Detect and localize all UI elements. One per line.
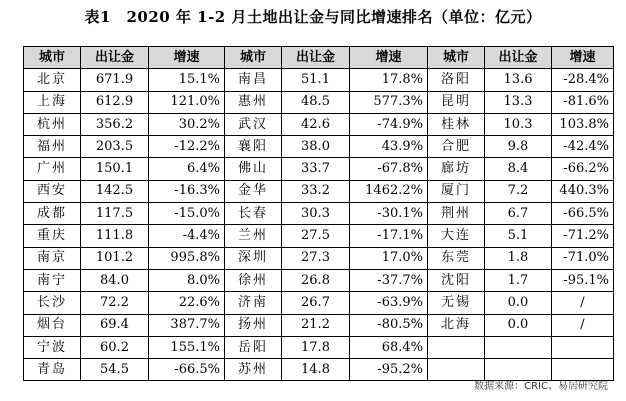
revenue-cell: 42.6 xyxy=(282,113,350,135)
revenue-cell: 26.8 xyxy=(282,269,350,291)
land-revenue-table xyxy=(23,46,614,381)
city-cell: 无锡 xyxy=(428,292,485,314)
revenue-cell: 0.0 xyxy=(485,314,552,336)
city-cell: 广州 xyxy=(24,158,81,180)
city-cell: 厦门 xyxy=(428,180,485,202)
city-cell: 廊坊 xyxy=(428,158,485,180)
city-cell: 烟台 xyxy=(24,314,81,336)
city-cell: 桂林 xyxy=(428,113,485,135)
growth-cell: -16.3% xyxy=(149,180,225,202)
city-cell: 南京 xyxy=(24,247,81,269)
city-cell: 东莞 xyxy=(428,247,485,269)
city-cell: 昆明 xyxy=(428,91,485,113)
revenue-cell: 101.2 xyxy=(81,247,149,269)
growth-cell: -66.2% xyxy=(552,158,614,180)
revenue-cell: 26.7 xyxy=(282,292,350,314)
data-source-note: 数据来源：CRIC、易居研究院 xyxy=(474,381,608,392)
table-body xyxy=(24,69,614,381)
city-cell: 成都 xyxy=(24,203,81,225)
revenue-cell: 27.3 xyxy=(282,247,350,269)
table-row xyxy=(24,69,614,91)
revenue-cell: 203.5 xyxy=(81,136,149,158)
growth-cell: -80.5% xyxy=(350,314,428,336)
growth-cell: 6.4% xyxy=(149,158,225,180)
city-cell: 合肥 xyxy=(428,136,485,158)
revenue-cell: 671.9 xyxy=(81,69,149,91)
revenue-cell: 17.8 xyxy=(282,336,350,358)
growth-cell: 387.7% xyxy=(149,314,225,336)
revenue-cell: 69.4 xyxy=(81,314,149,336)
growth-cell: -67.8% xyxy=(350,158,428,180)
revenue-cell: 9.8 xyxy=(485,136,552,158)
header-revenue-3: 出让金 xyxy=(485,47,552,69)
city-cell: 沈阳 xyxy=(428,269,485,291)
city-cell: 岳阳 xyxy=(225,336,282,358)
growth-cell: -71.0% xyxy=(552,247,614,269)
growth-cell: 17.8% xyxy=(350,69,428,91)
city-cell: 青岛 xyxy=(24,359,81,381)
growth-cell: / xyxy=(552,314,614,336)
growth-cell: / xyxy=(552,292,614,314)
revenue-cell: 7.2 xyxy=(485,180,552,202)
revenue-cell: 612.9 xyxy=(81,91,149,113)
city-cell: 南宁 xyxy=(24,269,81,291)
growth-cell: 68.4% xyxy=(350,336,428,358)
city-cell: 襄阳 xyxy=(225,136,282,158)
header-row xyxy=(24,47,614,69)
growth-cell: -66.5% xyxy=(149,359,225,381)
revenue-cell: 27.5 xyxy=(282,225,350,247)
header-city-1: 城市 xyxy=(24,47,81,69)
table-title: 表1 2020 年 1-2 月土地出让金与同比增速排名（单位：亿元） xyxy=(84,8,542,26)
growth-cell: -42.4% xyxy=(552,136,614,158)
growth-cell: -95.1% xyxy=(552,269,614,291)
table-row xyxy=(24,314,614,336)
city-cell: 北京 xyxy=(24,69,81,91)
growth-cell: -95.2% xyxy=(350,359,428,381)
growth-cell: 43.9% xyxy=(350,136,428,158)
city-cell: 惠州 xyxy=(225,91,282,113)
city-cell: 重庆 xyxy=(24,225,81,247)
growth-cell: 440.3% xyxy=(552,180,614,202)
city-cell: 金华 xyxy=(225,180,282,202)
table-row xyxy=(24,113,614,135)
table-row xyxy=(24,180,614,202)
revenue-cell xyxy=(485,336,552,358)
revenue-cell: 8.4 xyxy=(485,158,552,180)
header-city-3: 城市 xyxy=(428,47,485,69)
growth-cell: 22.6% xyxy=(149,292,225,314)
header-revenue-2: 出让金 xyxy=(282,47,350,69)
city-cell: 杭州 xyxy=(24,113,81,135)
growth-cell: -66.5% xyxy=(552,203,614,225)
growth-cell: 8.0% xyxy=(149,269,225,291)
city-cell: 大连 xyxy=(428,225,485,247)
growth-cell: -4.4% xyxy=(149,225,225,247)
table-row xyxy=(24,336,614,358)
growth-cell: 121.0% xyxy=(149,91,225,113)
table-row xyxy=(24,225,614,247)
revenue-cell: 54.5 xyxy=(81,359,149,381)
city-cell: 福州 xyxy=(24,136,81,158)
city-cell: 兰州 xyxy=(225,225,282,247)
city-cell: 佛山 xyxy=(225,158,282,180)
growth-cell: -71.2% xyxy=(552,225,614,247)
city-cell: 洛阳 xyxy=(428,69,485,91)
revenue-cell: 84.0 xyxy=(81,269,149,291)
table-row xyxy=(24,136,614,158)
revenue-cell: 51.1 xyxy=(282,69,350,91)
header-revenue-1: 出让金 xyxy=(81,47,149,69)
revenue-cell: 6.7 xyxy=(485,203,552,225)
growth-cell: 155.1% xyxy=(149,336,225,358)
city-cell: 苏州 xyxy=(225,359,282,381)
revenue-cell: 13.6 xyxy=(485,69,552,91)
city-cell: 西安 xyxy=(24,180,81,202)
revenue-cell: 150.1 xyxy=(81,158,149,180)
revenue-cell: 111.8 xyxy=(81,225,149,247)
growth-cell: -63.9% xyxy=(350,292,428,314)
growth-cell: 995.8% xyxy=(149,247,225,269)
revenue-cell: 13.3 xyxy=(485,91,552,113)
city-cell: 长春 xyxy=(225,203,282,225)
table-row xyxy=(24,292,614,314)
growth-cell: 103.8% xyxy=(552,113,614,135)
growth-cell: -28.4% xyxy=(552,69,614,91)
revenue-cell: 5.1 xyxy=(485,225,552,247)
header-growth-1: 增速 xyxy=(149,47,225,69)
growth-cell: -12.2% xyxy=(149,136,225,158)
city-cell: 扬州 xyxy=(225,314,282,336)
revenue-cell: 10.3 xyxy=(485,113,552,135)
revenue-cell: 38.0 xyxy=(282,136,350,158)
revenue-cell: 356.2 xyxy=(81,113,149,135)
revenue-cell: 33.2 xyxy=(282,180,350,202)
city-cell: 深圳 xyxy=(225,247,282,269)
header-growth-3: 增速 xyxy=(552,47,614,69)
revenue-cell: 0.0 xyxy=(485,292,552,314)
city-cell: 宁波 xyxy=(24,336,81,358)
table-row xyxy=(24,203,614,225)
header-city-2: 城市 xyxy=(225,47,282,69)
growth-cell: 1462.2% xyxy=(350,180,428,202)
city-cell: 长沙 xyxy=(24,292,81,314)
growth-cell: -81.6% xyxy=(552,91,614,113)
city-cell: 济南 xyxy=(225,292,282,314)
table-row xyxy=(24,247,614,269)
growth-cell xyxy=(552,336,614,358)
city-cell: 荆州 xyxy=(428,203,485,225)
header-growth-2: 增速 xyxy=(350,47,428,69)
growth-cell: 15.1% xyxy=(149,69,225,91)
city-cell: 北海 xyxy=(428,314,485,336)
city-cell xyxy=(428,336,485,358)
revenue-cell: 33.7 xyxy=(282,158,350,180)
growth-cell: 577.3% xyxy=(350,91,428,113)
growth-cell: -15.0% xyxy=(149,203,225,225)
growth-cell: 30.2% xyxy=(149,113,225,135)
growth-cell: -30.1% xyxy=(350,203,428,225)
growth-cell: -74.9% xyxy=(350,113,428,135)
growth-cell: -17.1% xyxy=(350,225,428,247)
revenue-cell: 117.5 xyxy=(81,203,149,225)
revenue-cell: 30.3 xyxy=(282,203,350,225)
table-row xyxy=(24,269,614,291)
revenue-cell: 72.2 xyxy=(81,292,149,314)
city-cell: 上海 xyxy=(24,91,81,113)
revenue-cell: 142.5 xyxy=(81,180,149,202)
city-cell: 南昌 xyxy=(225,69,282,91)
table-row xyxy=(24,158,614,180)
revenue-cell: 21.2 xyxy=(282,314,350,336)
revenue-cell: 14.8 xyxy=(282,359,350,381)
revenue-cell: 1.8 xyxy=(485,247,552,269)
revenue-cell: 60.2 xyxy=(81,336,149,358)
city-cell: 徐州 xyxy=(225,269,282,291)
growth-cell: -37.7% xyxy=(350,269,428,291)
city-cell: 武汉 xyxy=(225,113,282,135)
growth-cell: 17.0% xyxy=(350,247,428,269)
table-row xyxy=(24,91,614,113)
revenue-cell: 1.7 xyxy=(485,269,552,291)
revenue-cell: 48.5 xyxy=(282,91,350,113)
